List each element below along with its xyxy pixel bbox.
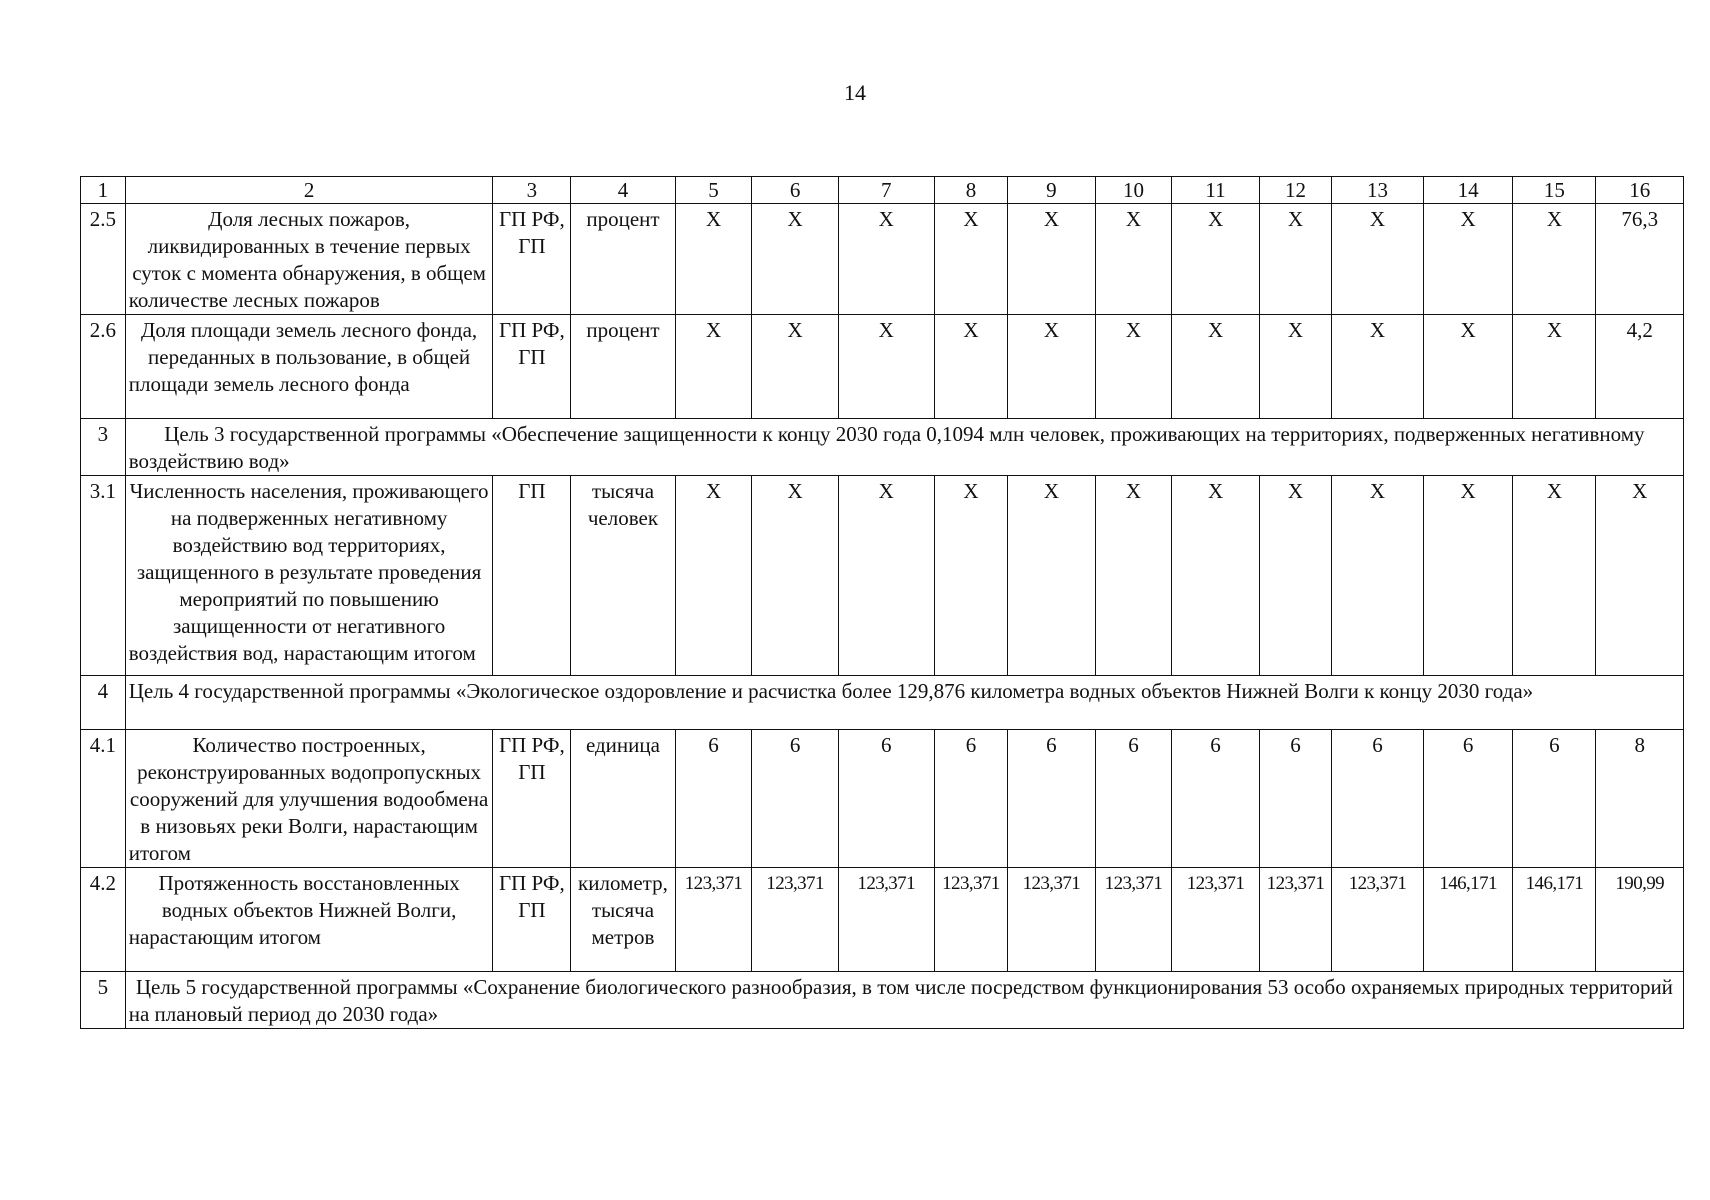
- value-cell: X: [1513, 315, 1596, 419]
- value-cell: X: [1423, 315, 1513, 419]
- value-cell: X: [1423, 476, 1513, 676]
- value-cell: 123,371: [752, 868, 838, 972]
- value-cell: 6: [1332, 730, 1424, 868]
- goal-text: Цель 3 государственной программы «Обеспечение защищенности к концу 2030 года 0,1094 млн человек, проживающих на территориях, подверженных негативному воздействию вод»: [125, 419, 1683, 476]
- column-number-11: 11: [1172, 177, 1259, 204]
- unit-of-measure: тысяча человек: [571, 476, 675, 676]
- value-cell: X: [1095, 476, 1172, 676]
- column-number-12: 12: [1259, 177, 1331, 204]
- value-cell: X: [752, 204, 838, 315]
- column-number-10: 10: [1095, 177, 1172, 204]
- value-cell: X: [1259, 315, 1331, 419]
- row-id: 4: [81, 676, 126, 730]
- row-id: 5: [81, 972, 126, 1029]
- value-cell: 6: [838, 730, 934, 868]
- value-cell: 123,371: [1332, 868, 1424, 972]
- unit-of-measure: процент: [571, 315, 675, 419]
- source-program: ГП РФ, ГП: [493, 730, 571, 868]
- column-number-13: 13: [1332, 177, 1424, 204]
- value-cell: X: [675, 204, 752, 315]
- unit-of-measure: процент: [571, 204, 675, 315]
- indicator-row: [81, 204, 1684, 315]
- unit-of-measure: километр, тысяча метров: [571, 868, 675, 972]
- value-cell: X: [1332, 315, 1424, 419]
- value-cell: X: [1008, 204, 1095, 315]
- indicator-row: [81, 315, 1684, 419]
- value-cell: 6: [1423, 730, 1513, 868]
- value-cell: X: [838, 476, 934, 676]
- value-cell: 6: [1259, 730, 1331, 868]
- value-cell: X: [1008, 315, 1095, 419]
- indicator-row: [81, 730, 1684, 868]
- value-cell: X: [1172, 476, 1259, 676]
- column-number-row: [81, 177, 1684, 204]
- value-cell: X: [752, 476, 838, 676]
- value-cell: 8: [1596, 730, 1684, 868]
- row-id: 2.6: [81, 315, 126, 419]
- value-cell: X: [1095, 315, 1172, 419]
- value-cell: 6: [752, 730, 838, 868]
- value-cell: X: [675, 476, 752, 676]
- column-number-2: 2: [125, 177, 493, 204]
- column-number-16: 16: [1596, 177, 1684, 204]
- value-cell: 76,3: [1596, 204, 1684, 315]
- value-cell: X: [1172, 204, 1259, 315]
- indicator-name: Численность населения, проживающего на подверженных негативному воздействию вод территориях, защищенного в результате проведения мероприятий по повышению защищенности от негативного воздействия вод, нарастающим итогом: [125, 476, 493, 676]
- value-cell: 146,171: [1513, 868, 1596, 972]
- value-cell: 6: [1008, 730, 1095, 868]
- indicator-name: Количество построенных, реконструированных водопропускных сооружений для улучшения водообмена в низовьях реки Волги, нарастающим итогом: [125, 730, 493, 868]
- goal-row: [81, 676, 1684, 730]
- column-number-1: 1: [81, 177, 126, 204]
- goal-row: [81, 972, 1684, 1029]
- column-number-14: 14: [1423, 177, 1513, 204]
- column-number-15: 15: [1513, 177, 1596, 204]
- value-cell: X: [1259, 204, 1331, 315]
- value-cell: X: [838, 204, 934, 315]
- indicator-name: Доля площади земель лесного фонда, переданных в пользование, в общей площади земель лесного фонда: [125, 315, 493, 419]
- column-number-4: 4: [571, 177, 675, 204]
- value-cell: 6: [1513, 730, 1596, 868]
- indicators-table: [80, 176, 1684, 1029]
- value-cell: X: [752, 315, 838, 419]
- goal-row: [81, 419, 1684, 476]
- source-program: ГП РФ, ГП: [493, 315, 571, 419]
- value-cell: X: [675, 315, 752, 419]
- value-cell: X: [1259, 476, 1331, 676]
- value-cell: 6: [1095, 730, 1172, 868]
- unit-of-measure: единица: [571, 730, 675, 868]
- row-id: 2.5: [81, 204, 126, 315]
- value-cell: 123,371: [1095, 868, 1172, 972]
- row-id: 4.1: [81, 730, 126, 868]
- value-cell: 6: [934, 730, 1008, 868]
- value-cell: X: [1008, 476, 1095, 676]
- column-number-8: 8: [934, 177, 1008, 204]
- value-cell: X: [934, 476, 1008, 676]
- source-program: ГП: [493, 476, 571, 676]
- value-cell: X: [1513, 476, 1596, 676]
- value-cell: 123,371: [838, 868, 934, 972]
- value-cell: X: [1423, 204, 1513, 315]
- value-cell: 6: [1172, 730, 1259, 868]
- value-cell: 4,2: [1596, 315, 1684, 419]
- indicator-name: Доля лесных пожаров, ликвидированных в течение первых суток с момента обнаружения, в общем количестве лесных пожаров: [125, 204, 493, 315]
- value-cell: 123,371: [934, 868, 1008, 972]
- value-cell: X: [1095, 204, 1172, 315]
- goal-text: Цель 4 государственной программы «Экологическое оздоровление и расчистка более 129,876 километра водных объектов Нижней Волги к концу 2030 года»: [125, 676, 1683, 730]
- column-number-6: 6: [752, 177, 838, 204]
- indicator-row: [81, 476, 1684, 676]
- table-body: [81, 177, 1684, 1029]
- value-cell: X: [1332, 204, 1424, 315]
- row-id: 3: [81, 419, 126, 476]
- value-cell: X: [1596, 476, 1684, 676]
- indicator-row: [81, 868, 1684, 972]
- value-cell: X: [1513, 204, 1596, 315]
- value-cell: X: [838, 315, 934, 419]
- value-cell: 6: [675, 730, 752, 868]
- value-cell: X: [934, 204, 1008, 315]
- column-number-7: 7: [838, 177, 934, 204]
- value-cell: 123,371: [675, 868, 752, 972]
- row-id: 4.2: [81, 868, 126, 972]
- value-cell: 123,371: [1008, 868, 1095, 972]
- value-cell: X: [934, 315, 1008, 419]
- page-number: 14: [844, 80, 866, 105]
- value-cell: 190,99: [1596, 868, 1684, 972]
- value-cell: X: [1332, 476, 1424, 676]
- value-cell: 123,371: [1259, 868, 1331, 972]
- source-program: ГП РФ, ГП: [493, 868, 571, 972]
- source-program: ГП РФ, ГП: [493, 204, 571, 315]
- column-number-5: 5: [675, 177, 752, 204]
- row-id: 3.1: [81, 476, 126, 676]
- indicator-name: Протяженность восстановленных водных объектов Нижней Волги, нарастающим итогом: [125, 868, 493, 972]
- value-cell: 146,171: [1423, 868, 1513, 972]
- goal-text: Цель 5 государственной программы «Сохранение биологического разнообразия, в том числе посредством функционирования 53 особо охраняемых природных территорий на плановый период до 2030 года»: [125, 972, 1683, 1029]
- value-cell: 123,371: [1172, 868, 1259, 972]
- value-cell: X: [1172, 315, 1259, 419]
- column-number-3: 3: [493, 177, 571, 204]
- column-number-9: 9: [1008, 177, 1095, 204]
